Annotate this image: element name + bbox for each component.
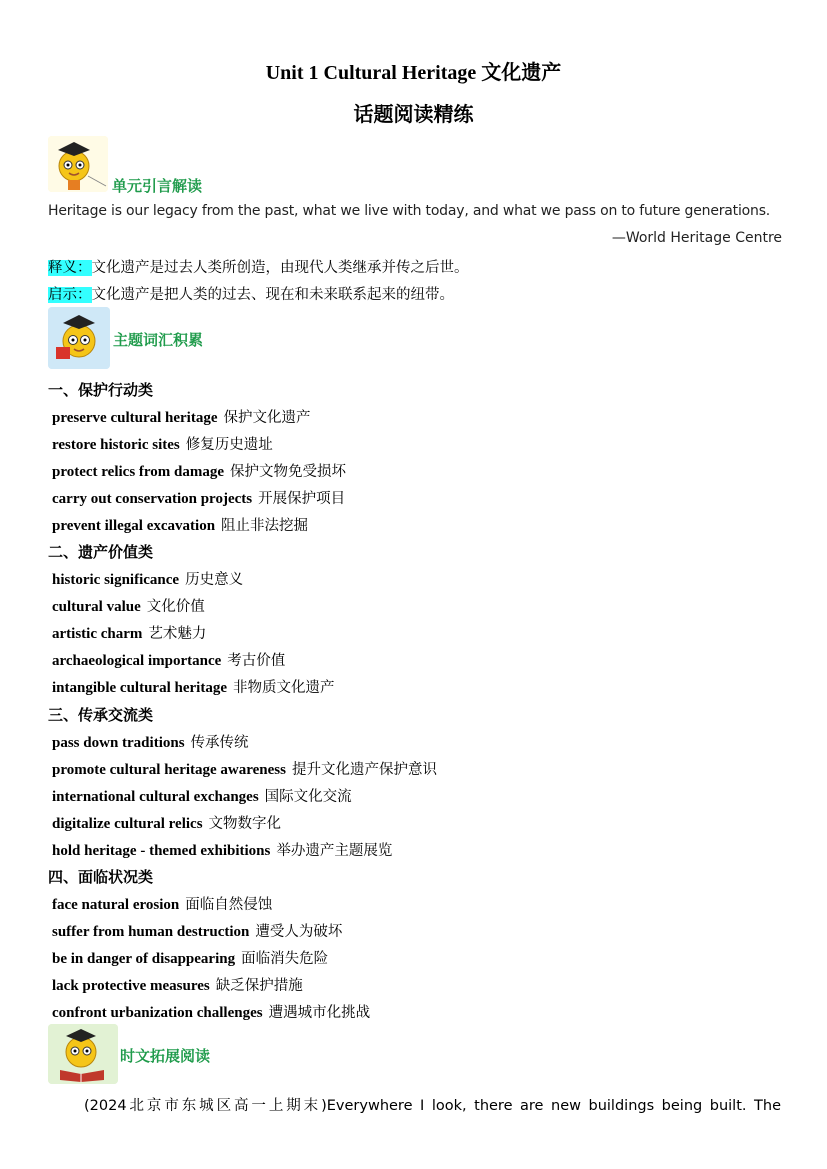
- category-title: 二、遗产价值类: [48, 543, 154, 561]
- vocab-item: prevent illegal excavation 阻止非法挖掘: [52, 518, 309, 534]
- vocab-item: lack protective measures 缺乏保护措施: [52, 978, 303, 994]
- meaning-line: [48, 256, 469, 277]
- insight-label: 启示：: [48, 287, 92, 303]
- vocab-item: international cultural exchanges 国际文化交流: [52, 789, 352, 805]
- vocab-item: protect relics from damage 保护文物免受损坏: [52, 464, 347, 480]
- meaning-text: 文化遗产是过去人类所创造，由现代人类继承并传之后世。: [91, 260, 469, 276]
- page-title: Unit 1 Cultural Heritage 文化遗产: [265, 62, 562, 84]
- vocab-item: cultural value 文化价值: [52, 599, 205, 615]
- quote-attribution: —World Heritage Centre: [611, 230, 782, 246]
- vocab-item: intangible cultural heritage 非物质文化遗产: [52, 680, 335, 696]
- vocab-item: be in danger of disappearing 面临消失危险: [52, 951, 329, 967]
- book-mascot-icon: [48, 1024, 118, 1084]
- vocab-item: confront urbanization challenges 遭遇城市化挑战: [52, 1005, 371, 1021]
- vocab-item: preserve cultural heritage 保护文化遗产: [52, 410, 311, 426]
- meaning-label: 释义：: [48, 260, 92, 276]
- category-title: 一、保护行动类: [48, 381, 154, 399]
- vocab-item: restore historic sites 修复历史遗址: [52, 437, 273, 453]
- vocab-item: pass down traditions 传承传统: [52, 735, 249, 751]
- vocab-item: carry out conservation projects 开展保护项目: [52, 491, 346, 507]
- scholar-mascot-icon: [48, 136, 108, 192]
- reading-heading: 时文拓展阅读: [120, 1047, 211, 1065]
- vocab-item: hold heritage - themed exhibitions 举办遗产主题展览: [52, 843, 393, 859]
- reading-first-line: (2024北京市东城区高一上期末)Everywhere I look, there are new buildings being built. The: [84, 1098, 781, 1114]
- category-title: 三、传承交流类: [48, 706, 154, 724]
- vocab-item: promote cultural heritage awareness 提升文化遗产保护意识: [52, 762, 437, 778]
- insight-line: [48, 283, 454, 304]
- heritage-quote: Heritage is our legacy from the past, what we live with today, and what we pass on to future generations.: [48, 203, 771, 219]
- vocab-item: face natural erosion 面临自然侵蚀: [52, 897, 273, 913]
- vocab-item: archaeological importance 考古价值: [52, 653, 286, 669]
- vocab-item: historic significance 历史意义: [52, 572, 244, 588]
- vocab-item: suffer from human destruction 遭受人为破坏: [52, 924, 343, 940]
- vocab-item: digitalize cultural relics 文物数字化: [52, 816, 282, 832]
- intro-heading: 单元引言解读: [112, 177, 203, 195]
- insight-text: 文化遗产是把人类的过去、现在和未来联系起来的纽带。: [91, 287, 454, 303]
- category-title: 四、面临状况类: [48, 868, 154, 886]
- reading-mascot-icon: [48, 307, 110, 369]
- vocab-heading: 主题词汇积累: [113, 331, 204, 349]
- page-subtitle: 话题阅读精练: [353, 102, 474, 126]
- vocab-item: artistic charm 艺术魅力: [52, 626, 207, 642]
